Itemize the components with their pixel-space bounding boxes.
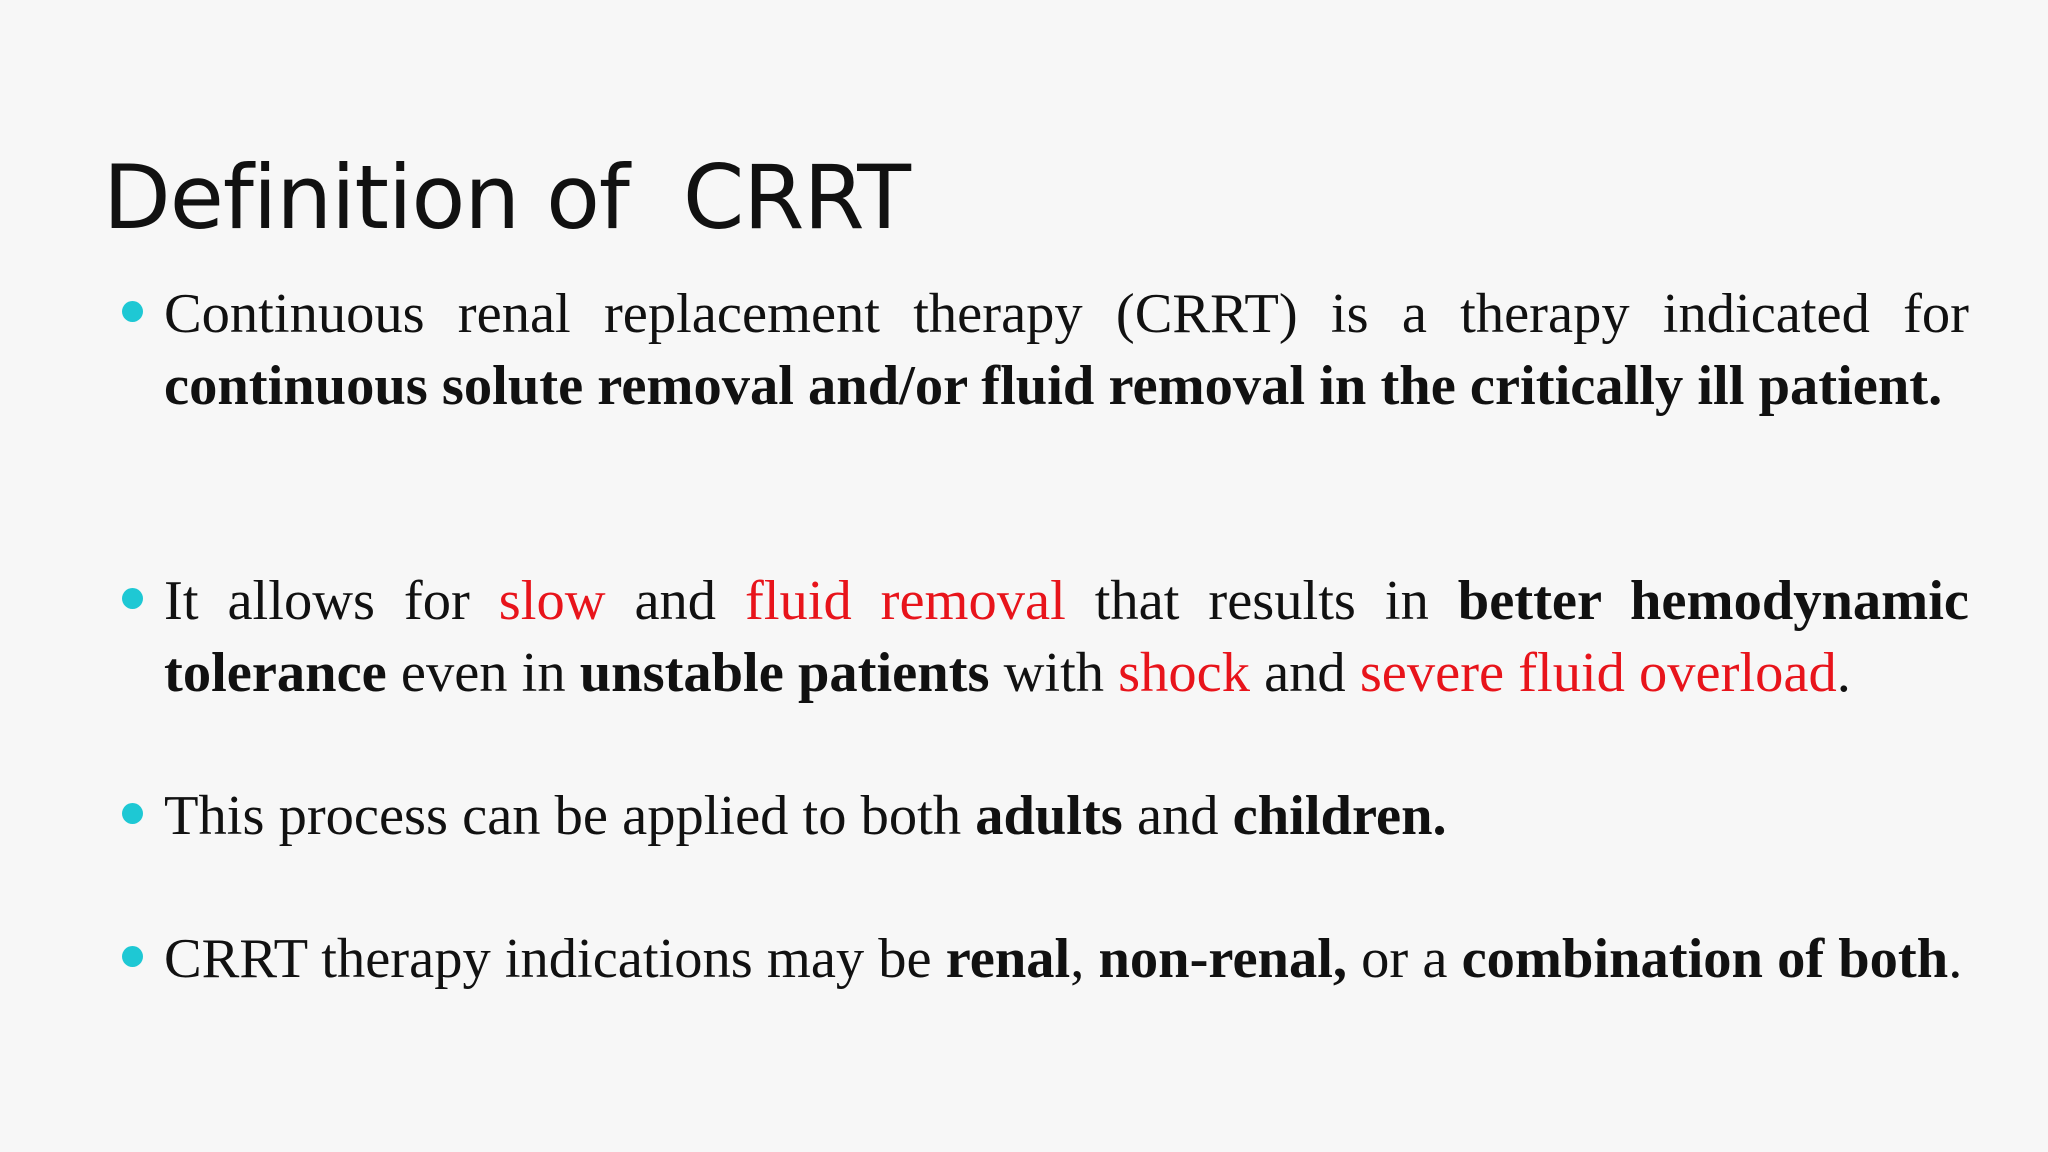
- bullet-text: This process can be applied to both: [164, 785, 976, 847]
- bullet-text: and: [1249, 641, 1360, 704]
- bullet-text: or a: [1347, 928, 1462, 990]
- bullet-text: and: [605, 570, 745, 632]
- bullet-item-3: [164, 781, 1969, 853]
- bullet-emphasis: adults: [975, 785, 1123, 847]
- bullet-emphasis: combination of both: [1461, 928, 1949, 990]
- bullet-text: .: [1836, 641, 1851, 704]
- bullet-highlight: fluid removal: [745, 570, 1066, 632]
- bullet-dot-icon: [122, 301, 143, 322]
- bullet-text: that results in: [1065, 570, 1458, 632]
- bullet-dot-icon: [122, 803, 143, 824]
- bullet-item-2: [164, 566, 1969, 709]
- bullet-text: ,: [1070, 928, 1099, 990]
- bullet-emphasis: renal: [945, 928, 1071, 990]
- bullet-highlight: severe fluid overload: [1359, 641, 1837, 704]
- bullet-text: and: [1122, 785, 1233, 847]
- bullet-text: CRRT therapy indications may be: [164, 928, 946, 990]
- bullet-text: It allows for: [164, 570, 499, 632]
- bullet-emphasis: non-renal,: [1098, 928, 1348, 990]
- slide-title: Definition of CRRT: [103, 146, 910, 249]
- bullet-item-4: [164, 924, 1969, 996]
- bullet-highlight: shock: [1118, 641, 1250, 704]
- bullet-emphasis: unstable patients: [579, 641, 990, 704]
- bullet-text: Continuous renal replacement therapy (CRRT) is a therapy indicated for: [164, 283, 1969, 345]
- bullet-emphasis: better hemodynamic tolerance: [164, 570, 1969, 704]
- bullet-text: with: [989, 641, 1119, 704]
- bullet-dot-icon: [122, 588, 143, 609]
- bullet-highlight: slow: [498, 570, 606, 632]
- bullet-text: .: [1948, 928, 1963, 990]
- bullet-text: even in: [386, 641, 580, 704]
- bullet-dot-icon: [122, 946, 143, 967]
- bullet-emphasis: continuous solute removal and/or fluid removal in the critically ill patient.: [164, 354, 1943, 417]
- bullet-emphasis: children.: [1232, 785, 1447, 847]
- bullet-item-1: [164, 279, 1969, 422]
